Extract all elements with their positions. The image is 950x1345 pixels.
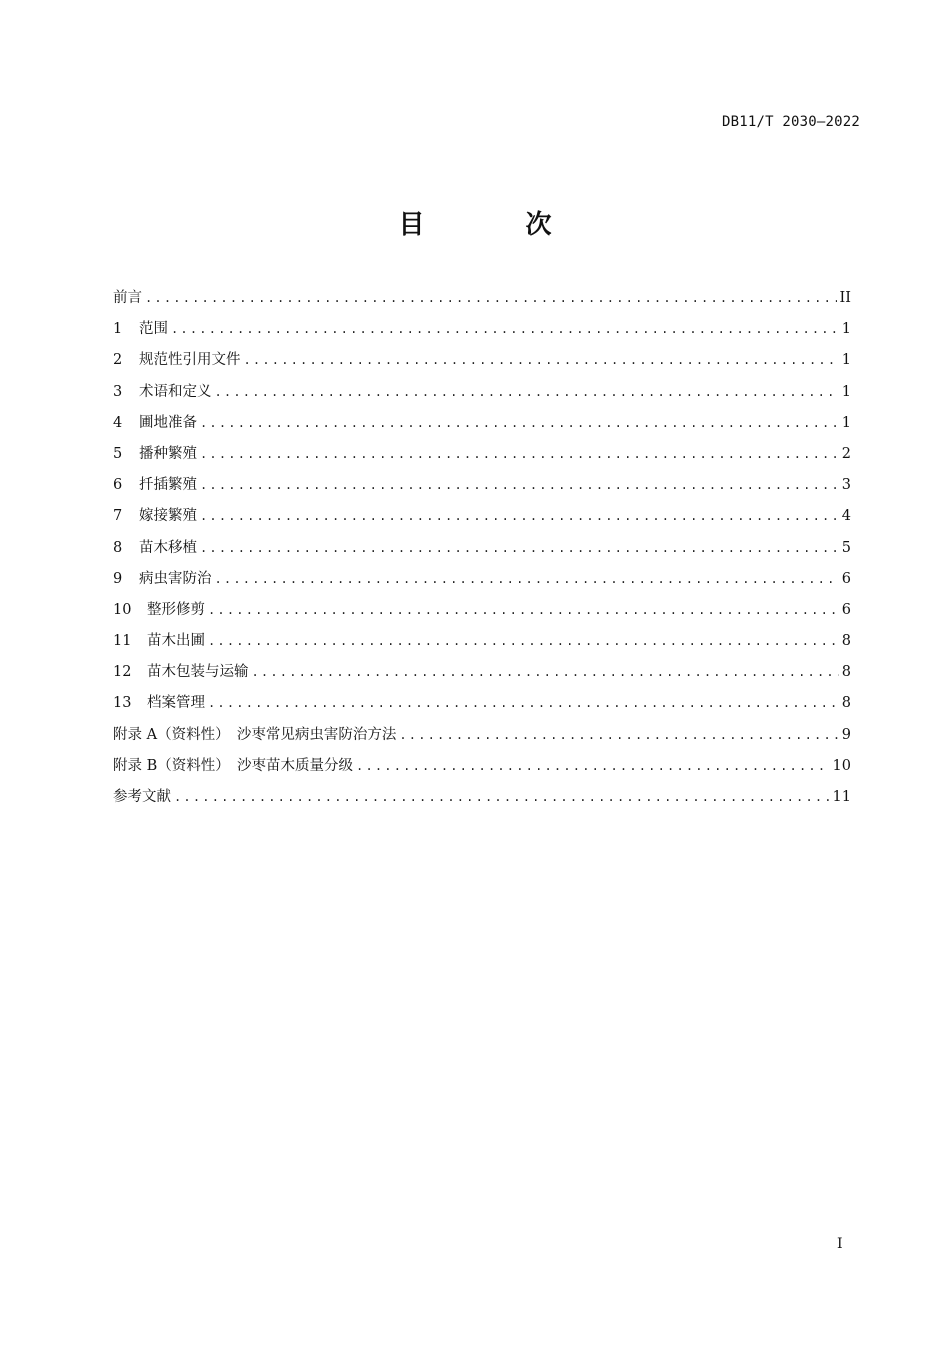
toc-entry-page: 1 [841,352,851,369]
toc-leader-dots [200,533,839,564]
toc-entry-label: 苗木包装与运输 [147,664,249,681]
toc-entry-label: 档案管理 [147,695,205,712]
toc-entry-label: 附录 B（资料性） 沙枣苗木质量分级 [113,757,354,774]
toc-leader-dots [208,688,839,719]
toc-leader-dots [200,408,839,439]
toc-entry-number: 12 [113,664,132,681]
toc-entry-label: 前言 [113,290,142,306]
toc-leader-dots [174,782,830,813]
toc-entry-number: 8 [113,539,123,556]
toc-leader-dots [145,283,837,314]
toc-entry-number: 5 [113,445,123,462]
toc-leader-dots [208,595,839,626]
toc-entry-label: 病虫害防治 [139,570,212,587]
toc-leader-dots [399,720,838,751]
toc-entry-foreword[interactable] [113,283,851,314]
toc-leader-dots [200,501,839,532]
toc-entry-number: 10 [113,601,132,618]
toc-entry-5[interactable] [113,439,851,470]
toc-leader-dots [215,564,839,595]
toc-entry-label: 苗木出圃 [147,633,205,650]
toc-entry-label: 附录 A（资料性） 沙枣常见病虫害防治方法 [113,726,397,743]
toc-entry-page: 1 [841,321,851,338]
toc-entry-number: 6 [113,477,123,494]
toc-entry-number: 7 [113,508,123,525]
toc-entry-label: 嫁接繁殖 [139,508,197,525]
toc-entry-3[interactable] [113,377,851,408]
toc-leader-dots [244,345,839,376]
toc-leader-dots [200,470,839,501]
toc-entry-page: 3 [841,477,851,494]
toc-leader-dots [171,314,839,345]
toc-leader-dots [252,657,839,688]
toc-entry-page: 6 [841,601,851,618]
toc-entry-page: 4 [841,508,851,525]
toc-entry-page: 8 [841,695,851,712]
toc-leader-dots [356,751,830,782]
page-number: I [837,1236,843,1252]
toc-entry-1[interactable] [113,314,851,345]
toc-entry-number: 13 [113,695,132,712]
toc-entry-number: 11 [113,633,132,650]
toc-entry-13[interactable] [113,688,851,719]
toc-entry-2[interactable] [113,345,851,376]
toc-entry-label: 圃地准备 [139,414,197,431]
toc-entry-label: 扦插繁殖 [139,477,197,494]
toc-entry-page: 1 [841,383,851,400]
toc-entry-page: 10 [832,757,851,774]
toc-leader-dots [200,439,839,470]
toc-entry-6[interactable] [113,470,851,501]
toc-entry-page: 2 [841,445,851,462]
toc-entry-label: 播种繁殖 [139,445,197,462]
toc-entry-8[interactable] [113,533,851,564]
toc-entry-bibliography[interactable] [113,782,851,813]
table-of-contents [113,283,851,813]
toc-entry-number: 3 [113,383,123,400]
toc-entry-page: 1 [841,414,851,431]
toc-entry-9[interactable] [113,564,851,595]
toc-entry-12[interactable] [113,657,851,688]
toc-leader-dots [208,626,839,657]
standard-code: DB11/T 2030—2022 [721,114,860,130]
toc-entry-label: 苗木移植 [139,539,197,556]
toc-entry-page: II [839,290,851,306]
toc-entry-page: 11 [832,789,851,805]
toc-entry-page: 8 [841,633,851,650]
toc-entry-label: 范围 [139,321,168,338]
toc-entry-11[interactable] [113,626,851,657]
toc-entry-number: 4 [113,414,123,431]
toc-entry-number: 2 [113,352,123,369]
toc-entry-appendix-b[interactable] [113,751,851,782]
toc-entry-page: 9 [841,726,851,743]
toc-entry-number: 1 [113,321,123,338]
toc-entry-label: 参考文献 [113,789,171,805]
page-title: 目 次 [398,210,598,240]
toc-entry-7[interactable] [113,501,851,532]
toc-entry-label: 整形修剪 [147,601,205,618]
toc-entry-4[interactable] [113,408,851,439]
toc-entry-page: 8 [841,664,851,681]
toc-entry-label: 规范性引用文件 [139,352,241,369]
toc-leader-dots [215,377,839,408]
toc-entry-label: 术语和定义 [139,383,212,400]
toc-entry-page: 5 [841,539,851,556]
toc-entry-10[interactable] [113,595,851,626]
toc-entry-appendix-a[interactable] [113,720,851,751]
toc-entry-number: 9 [113,570,123,587]
toc-entry-page: 6 [841,570,851,587]
